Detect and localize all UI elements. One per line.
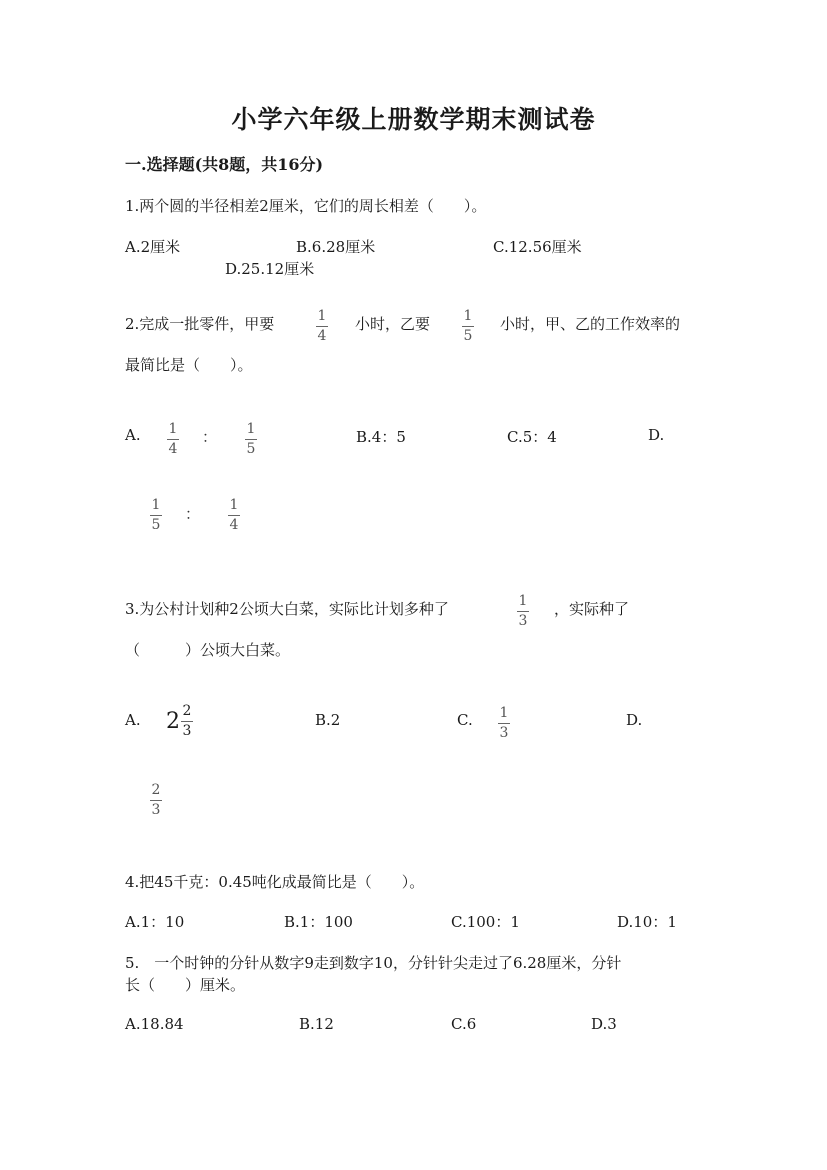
q5-option-d: D.3 (591, 1015, 617, 1033)
q2-option-a-label: A. (125, 426, 141, 444)
q4-option-c: C.100：1 (451, 913, 520, 931)
q2-option-d-fraction-1 (150, 498, 162, 533)
numerator: 1 (229, 497, 239, 513)
q2-option-d-label: D. (648, 426, 665, 444)
q1-stem: 1.两个圆的半径相差2厘米，它们的周长相差（ ）。 (125, 197, 487, 215)
q3-stem-c: （ ）公顷大白菜。 (125, 641, 291, 659)
q3-option-a-label: A. (125, 711, 141, 729)
denominator: 3 (499, 725, 509, 741)
denominator: 5 (246, 441, 256, 457)
numerator: 1 (463, 308, 473, 324)
q3-stem-b: ，实际种了 (554, 600, 630, 618)
denominator: 5 (151, 517, 161, 533)
numerator: 2 (182, 703, 192, 719)
q5-option-b: B.12 (299, 1015, 334, 1033)
numerator: 1 (168, 421, 178, 437)
q2-option-c: C.5：4 (507, 428, 557, 446)
whole-part: 2 (166, 709, 180, 734)
q3-option-d-fraction (150, 783, 162, 818)
section-heading: 一.选择题(共8题，共16分) (125, 155, 324, 174)
q3-option-c-fraction (498, 706, 510, 741)
q1-option-c: C.12.56厘米 (493, 238, 582, 256)
q3-option-a-mixed-number (166, 704, 193, 739)
q2-stem-d: 最简比是（ ）。 (125, 356, 253, 374)
q1-option-d: D.25.12厘米 (225, 260, 315, 278)
q3-option-d-label: D. (626, 711, 643, 729)
q4-stem: 4.把45千克：0.45吨化成最简比是（ ）。 (125, 873, 425, 891)
numerator: 1 (246, 421, 256, 437)
q2-option-b: B.4：5 (356, 428, 406, 446)
q1-option-a: A.2厘米 (125, 238, 181, 256)
q2-fraction-1 (316, 309, 328, 344)
denominator: 4 (229, 517, 239, 533)
q5-option-a: A.18.84 (125, 1015, 184, 1033)
denominator: 3 (182, 723, 192, 739)
denominator: 3 (151, 802, 161, 818)
q2-option-a-fraction-1 (167, 422, 179, 457)
q2-stem-a: 2.完成一批零件，甲要 (125, 315, 275, 333)
q3-option-c-label: C. (457, 711, 473, 729)
q2-option-d-colon: ： (185, 505, 201, 523)
q2-stem-c: 小时，甲、乙的工作效率的 (500, 315, 681, 333)
page-title: 小学六年级上册数学期末测试卷 (231, 105, 596, 134)
q2-option-a-fraction-2 (245, 422, 257, 457)
q3-fraction (517, 594, 529, 629)
q4-option-d: D.10：1 (617, 913, 677, 931)
numerator: 1 (151, 497, 161, 513)
q4-option-a: A.1：10 (125, 913, 185, 931)
numerator: 1 (499, 705, 509, 721)
numerator: 1 (518, 593, 528, 609)
denominator: 4 (317, 328, 327, 344)
q3-stem-a: 3.为公村计划种2公顷大白菜，实际比计划多种了 (125, 600, 449, 618)
q2-option-a-colon: ： (202, 428, 218, 446)
q5-stem-a: 5. 一个时钟的分针从数字9走到数字10，分针针尖走过了6.28厘米，分针 (125, 954, 622, 972)
numerator: 1 (317, 308, 327, 324)
q5-option-c: C.6 (451, 1015, 477, 1033)
q1-option-b: B.6.28厘米 (296, 238, 376, 256)
denominator: 4 (168, 441, 178, 457)
denominator: 3 (518, 613, 528, 629)
q2-stem-b: 小时，乙要 (355, 315, 431, 333)
q4-option-b: B.1：100 (284, 913, 353, 931)
numerator: 2 (151, 782, 161, 798)
denominator: 5 (463, 328, 473, 344)
q5-stem-b: 长（ ）厘米。 (125, 976, 246, 994)
fraction-part (181, 704, 193, 739)
q3-option-b: B.2 (315, 711, 341, 729)
q2-fraction-2 (462, 309, 474, 344)
q2-option-d-fraction-2 (228, 498, 240, 533)
